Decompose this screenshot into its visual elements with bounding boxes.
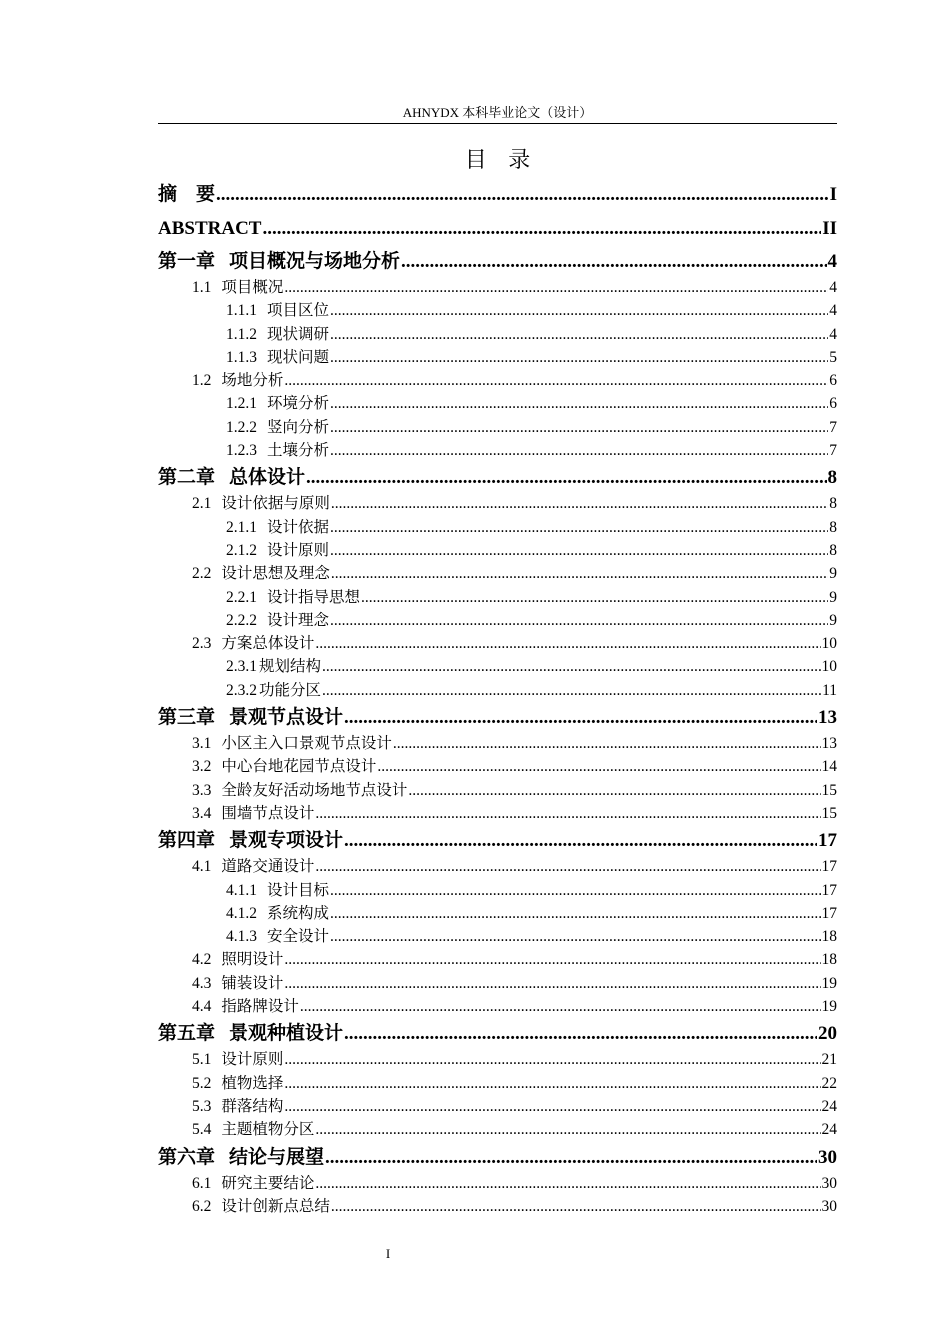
dot-leader [315, 1118, 820, 1141]
toc-entry-number: 6.1 [192, 1174, 212, 1192]
toc-subsection-entry[interactable] [158, 902, 837, 925]
toc-entry-page: 5 [829, 348, 837, 366]
toc-entry-number: 5.1 [192, 1051, 212, 1069]
toc-entry-page: 8 [829, 518, 837, 536]
toc-section-entry[interactable] [158, 802, 837, 825]
toc-section-entry[interactable] [158, 1048, 837, 1071]
toc-entry-number: 3.4 [192, 804, 212, 822]
toc-entry-label: 设计依据与原则 [221, 495, 330, 513]
toc-section-entry[interactable] [158, 1172, 837, 1195]
toc-chapter-entry[interactable] [158, 212, 837, 246]
toc-entry-page: 8 [829, 495, 837, 513]
toc-entry-label: 道路交通设计 [221, 858, 315, 876]
toc-entry-label: 现状调研 [267, 325, 330, 343]
running-header: AHNYDX 本科毕业论文（设计） [402, 105, 593, 120]
dot-leader [262, 212, 821, 246]
toc-entry-page: 17 [818, 830, 837, 852]
toc-entry-page: 9 [829, 588, 837, 606]
dot-leader [330, 609, 828, 632]
toc-entry-page: 4 [829, 325, 837, 343]
toc-entry-label: 安全设计 [267, 928, 330, 946]
toc-entry-label: 项目概况与场地分析 [229, 251, 401, 272]
toc-entry-label: 方案总体设计 [221, 635, 315, 653]
toc-entry-page: 6 [829, 372, 837, 390]
dot-leader [300, 995, 821, 1018]
toc-entry-label: 围墙节点设计 [221, 804, 315, 822]
toc-chapter-entry[interactable] [158, 462, 837, 492]
toc-entry-page: 30 [818, 1146, 837, 1168]
toc-section-entry[interactable] [158, 755, 837, 778]
toc-entry-page: II [822, 218, 837, 239]
dot-leader [284, 948, 820, 971]
toc-entry-number: 4.1 [192, 858, 212, 876]
toc-section-entry[interactable] [158, 276, 837, 299]
toc-entry-label: 群落结构 [221, 1097, 284, 1115]
toc-section-entry[interactable] [158, 972, 837, 995]
dot-leader [322, 679, 821, 702]
toc-entry-page: 10 [821, 658, 837, 676]
toc-entry-label: 规划结构 [259, 658, 322, 676]
toc-entry-number: 1.2.3 [226, 442, 257, 460]
toc-chapter-entry[interactable] [158, 246, 837, 276]
toc-chapter-entry[interactable] [158, 1142, 837, 1172]
toc-entry-number: 第五章 [158, 1023, 216, 1045]
toc-entry-label: 现状问题 [267, 348, 330, 366]
toc-entry-number: 2.2.2 [226, 611, 257, 629]
toc-entry-label: 景观节点设计 [229, 707, 344, 729]
toc-entry-label: 功能分区 [259, 681, 322, 699]
toc-entry-page: 4 [829, 302, 837, 320]
dot-leader [284, 369, 828, 392]
toc-subsection-entry[interactable] [158, 299, 837, 322]
toc-entry-label: 环境分析 [267, 395, 330, 413]
toc-subsection-entry[interactable] [158, 539, 837, 562]
dot-leader [330, 416, 828, 439]
toc-entry-number: 5.2 [192, 1074, 212, 1092]
toc-entry-label: 中心台地花园节点设计 [221, 758, 377, 776]
toc-chapter-entry[interactable] [158, 825, 837, 855]
toc-entry-number: 2.1.2 [226, 541, 257, 559]
toc-entry-number: 第四章 [158, 830, 216, 852]
toc-section-entry[interactable] [158, 1195, 837, 1218]
toc-entry-page: 7 [829, 418, 837, 436]
toc-entry-label: 项目区位 [267, 302, 330, 320]
dot-leader [330, 539, 828, 562]
dot-leader [344, 825, 817, 857]
toc-entry-page: 4 [827, 251, 837, 272]
dot-leader [377, 755, 820, 778]
toc-chapter-entry[interactable] [158, 1018, 837, 1048]
toc-entry-page: 17 [821, 881, 837, 899]
toc-subsection-entry[interactable] [158, 323, 837, 346]
header-rule [158, 123, 837, 124]
toc-subsection-entry[interactable] [158, 679, 837, 702]
toc-entry-label: 系统构成 [267, 904, 330, 922]
toc-subsection-entry[interactable] [158, 516, 837, 539]
toc-entry-number: 1.1.2 [226, 325, 257, 343]
toc-entry-label: 设计创新点总结 [221, 1197, 330, 1215]
toc-entry-page: 20 [818, 1023, 837, 1045]
toc-section-entry[interactable] [158, 1118, 837, 1141]
toc-section-entry[interactable] [158, 995, 837, 1018]
toc-entry-page: 14 [821, 758, 837, 776]
toc-entry-label: 指路牌设计 [221, 998, 299, 1016]
toc-entry-number: 4.1.3 [226, 928, 257, 946]
toc-entry-number: 第三章 [158, 707, 216, 729]
dot-leader [322, 655, 820, 678]
toc-entry-label: 设计依据 [267, 518, 330, 536]
dot-leader [330, 516, 828, 539]
toc-entry-number: 2.3 [192, 635, 212, 653]
toc-section-entry[interactable] [158, 779, 837, 802]
toc-entry-label: 铺装设计 [221, 974, 284, 992]
toc-entry-label: 设计目标 [267, 881, 330, 899]
toc-entry-number: 3.1 [192, 735, 212, 753]
toc-entry-label: 研究主要结论 [221, 1174, 315, 1192]
dot-leader [315, 855, 820, 878]
toc-entry-label: 设计理念 [267, 611, 330, 629]
toc-entry-number: 6.2 [192, 1197, 212, 1215]
toc-entry-page: 15 [821, 804, 837, 822]
toc-entry-number: 4.4 [192, 998, 212, 1016]
dot-leader [393, 732, 821, 755]
toc-entry-label: 设计原则 [221, 1051, 284, 1069]
toc-entry-number: 3.3 [192, 781, 212, 799]
toc-entry-page: 30 [821, 1174, 837, 1192]
dot-leader [330, 392, 828, 415]
dot-leader [315, 1172, 820, 1195]
toc-entry-number: 4.1.2 [226, 904, 257, 922]
page-number: I [385, 1246, 391, 1261]
toc-entry-label: 植物选择 [221, 1074, 284, 1092]
toc-entry-page: 13 [818, 707, 837, 729]
toc-title: 目 录 [464, 147, 539, 172]
toc-chapter-entry[interactable] [158, 702, 837, 732]
toc-entry-label: 景观种植设计 [229, 1023, 344, 1045]
toc-entry-number: 1.1 [192, 279, 212, 296]
toc-entry-page: 6 [829, 395, 837, 413]
toc-entry-page: 24 [821, 1097, 837, 1115]
toc-entry-number: 1.1.1 [226, 302, 257, 320]
toc-entry-page: 30 [821, 1197, 837, 1215]
toc-entry-number: 2.3.1 [226, 658, 257, 676]
toc-entry-number: 1.2 [192, 372, 212, 390]
toc-section-entry[interactable] [158, 855, 837, 878]
toc-entry-number: 4.2 [192, 951, 212, 969]
dot-leader [330, 925, 820, 948]
dot-leader [315, 802, 820, 825]
toc-subsection-entry[interactable] [158, 925, 837, 948]
toc-subsection-entry[interactable] [158, 609, 837, 632]
toc-entry-label: 场地分析 [221, 372, 284, 390]
toc-entry-label: 竖向分析 [267, 418, 330, 436]
dot-leader [330, 902, 820, 925]
toc-entry-number: 5.3 [192, 1097, 212, 1115]
toc-entry-label: 照明设计 [221, 951, 284, 969]
toc-entry-page: 11 [822, 681, 837, 699]
dot-leader [361, 586, 828, 609]
table-of-contents [158, 178, 837, 1218]
dot-leader [330, 439, 828, 462]
toc-subsection-entry[interactable] [158, 655, 837, 678]
toc-subsection-entry[interactable] [158, 392, 837, 415]
toc-entry-page: 22 [821, 1074, 837, 1092]
toc-entry-page: I [829, 184, 837, 205]
dot-leader [408, 779, 820, 802]
toc-entry-label: 结论与展望 [229, 1146, 325, 1168]
toc-section-entry[interactable] [158, 492, 837, 515]
dot-leader [401, 246, 826, 278]
toc-entry-page: 15 [821, 781, 837, 799]
toc-entry-number: 2.1 [192, 495, 212, 513]
toc-entry-number: 第一章 [158, 251, 216, 272]
toc-entry-label: 全龄友好活动场地节点设计 [221, 781, 408, 799]
dot-leader [331, 1195, 821, 1218]
dot-leader [344, 702, 817, 734]
toc-entry-number: 4.1.1 [226, 881, 257, 899]
toc-entry-label: 主题植物分区 [221, 1121, 315, 1139]
toc-entry-number: 4.3 [192, 974, 212, 992]
toc-entry-page: 19 [821, 998, 837, 1016]
toc-entry-label: ABSTRACT [158, 218, 262, 239]
toc-entry-number: 1.2.1 [226, 395, 257, 413]
toc-entry-number: 1.2.2 [226, 418, 257, 436]
toc-entry-label: 土壤分析 [267, 442, 330, 460]
toc-entry-number: 1.1.3 [226, 348, 257, 366]
toc-section-entry[interactable] [158, 732, 837, 755]
dot-leader [315, 632, 820, 655]
toc-entry-number: 3.2 [192, 758, 212, 776]
toc-section-entry[interactable] [158, 1095, 837, 1118]
dot-leader [284, 1048, 820, 1071]
toc-entry-page: 9 [829, 611, 837, 629]
toc-entry-page: 18 [821, 951, 837, 969]
dot-leader [284, 1072, 820, 1095]
dot-leader [306, 462, 826, 494]
toc-entry-number: 第六章 [158, 1146, 216, 1168]
dot-leader [216, 178, 829, 212]
toc-entry-number: 第二章 [158, 467, 216, 489]
toc-entry-page: 18 [821, 928, 837, 946]
toc-entry-page: 17 [821, 904, 837, 922]
toc-entry-label: 设计思想及理念 [221, 565, 330, 583]
toc-section-entry[interactable] [158, 369, 837, 392]
toc-section-entry[interactable] [158, 948, 837, 971]
toc-entry-number: 2.2.1 [226, 588, 257, 606]
toc-entry-number: 2.3.2 [226, 681, 257, 699]
dot-leader [330, 323, 828, 346]
toc-entry-page: 9 [829, 565, 837, 583]
toc-subsection-entry[interactable] [158, 416, 837, 439]
toc-subsection-entry[interactable] [158, 439, 837, 462]
toc-section-entry[interactable] [158, 562, 837, 585]
toc-entry-label: 小区主入口景观节点设计 [221, 735, 392, 753]
dot-leader [325, 1142, 817, 1174]
dot-leader [330, 879, 820, 902]
toc-subsection-entry[interactable] [158, 879, 837, 902]
toc-entry-number: 2.2 [192, 565, 212, 583]
toc-entry-page: 10 [821, 635, 837, 653]
dot-leader [331, 562, 828, 585]
toc-entry-number: 5.4 [192, 1121, 212, 1139]
dot-leader [344, 1018, 817, 1050]
toc-entry-page: 19 [821, 974, 837, 992]
toc-entry-number: 2.1.1 [226, 518, 257, 536]
dot-leader [331, 492, 828, 515]
toc-entry-page: 7 [829, 442, 837, 460]
toc-entry-page: 17 [821, 858, 837, 876]
toc-section-entry[interactable] [158, 1072, 837, 1095]
toc-entry-page: 24 [821, 1121, 837, 1139]
toc-entry-label: 项目概况 [221, 279, 284, 296]
toc-entry-page: 21 [821, 1051, 837, 1069]
toc-entry-page: 8 [827, 467, 837, 489]
toc-entry-page: 13 [821, 735, 837, 753]
dot-leader [284, 276, 828, 299]
toc-chapter-entry[interactable] [158, 178, 837, 212]
toc-entry-label: 总体设计 [229, 467, 306, 489]
toc-section-entry[interactable] [158, 632, 837, 655]
dot-leader [330, 299, 828, 322]
toc-entry-page: 4 [829, 279, 837, 296]
toc-entry-label: 景观专项设计 [229, 830, 344, 852]
toc-entry-page: 8 [829, 541, 837, 559]
dot-leader [284, 1095, 820, 1118]
toc-entry-label: 摘 要 [158, 184, 216, 205]
toc-entry-label: 设计原则 [267, 541, 330, 559]
toc-subsection-entry[interactable] [158, 346, 837, 369]
toc-entry-label: 设计指导思想 [267, 588, 361, 606]
dot-leader [284, 972, 820, 995]
dot-leader [330, 346, 828, 369]
toc-subsection-entry[interactable] [158, 586, 837, 609]
